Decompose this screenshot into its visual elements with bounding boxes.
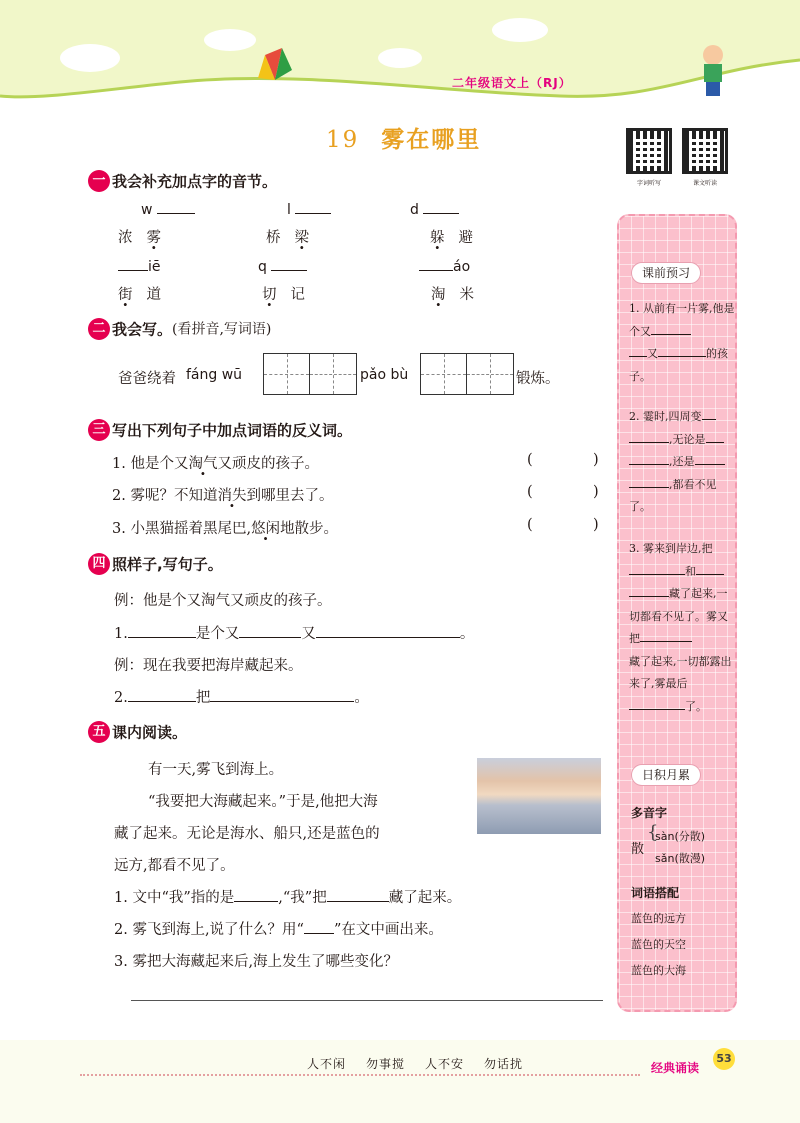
dotted-word: 淘气 [188,456,218,472]
qr-code-dictation[interactable] [624,128,674,187]
reading-question-3: 3. 雾把大海藏起来后,海上发生了哪些变化？ [114,954,399,970]
reading-paragraph-2-line-1: “我要把大海藏起来。”于是,他把大海 [148,794,378,810]
qr-code-icon [626,128,672,174]
char: 米 [459,287,488,303]
dotted-char: 雾 [146,230,175,246]
lesson-title [326,121,481,154]
grid-cell[interactable] [421,354,467,394]
pinyin-blank[interactable] [258,257,307,275]
collocation-item: 蓝色的天空 [631,938,686,951]
qr-code-icon [682,128,728,174]
example-sentence: 例：现在我要把海岸藏起来。 [114,658,303,674]
motto-phrase: 勿事搅 [366,1057,406,1071]
accumulation-label: 日积月累 [631,764,701,786]
item-number: 2. [114,690,128,706]
lesson-name: 雾在哪里 [381,126,482,153]
page-number: 53 [713,1048,735,1070]
char: 桥 [266,230,295,246]
answer-line[interactable] [131,1000,603,1001]
item-number: 2. [112,488,126,504]
text: ”在文中画出来。 [333,922,443,938]
writing-grid-1[interactable] [263,353,357,395]
section-badge: 二 [88,318,110,340]
pinyin-blank[interactable] [410,200,459,218]
collocation-item: 蓝色的大海 [631,964,686,977]
text: 1. 从前有一片雾,他是个又 [629,302,735,338]
grid-cell[interactable] [467,354,513,394]
dotted-char: 躲 [430,230,459,246]
word [430,226,487,247]
answer-paren-close: ) [593,517,599,533]
text: 2. 雾飞到海上,说了什么？用“ [114,922,304,938]
section-title: 我会补充加点字的音节。 [112,172,278,191]
text: ,“我”把 [278,890,327,906]
text: 是个又 [195,626,240,642]
section-badge: 五 [88,721,110,743]
footer-motto [307,1055,543,1072]
section-badge: 四 [88,553,110,575]
text: 。 [459,626,475,642]
answer-paren-open: ( [527,452,533,468]
page-footer [0,1040,800,1123]
fill-sentence[interactable] [114,622,474,643]
char: 记 [290,287,319,303]
pinyin-blank[interactable] [118,257,161,275]
text: 。 [354,690,369,706]
collocation-item: 蓝色的远方 [631,912,686,925]
reading-paragraph-2-line-2: 藏了起来。无论是海水、船只,还是蓝色的 [114,826,380,842]
motto-phrase: 人不闲 [307,1057,347,1071]
item-number: 1. [112,456,126,472]
text: 和 [685,564,696,578]
footer-dotted-line [80,1074,640,1076]
answer-paren-close: ) [593,484,599,500]
text: 3. 雾来到岸边,把 [629,542,713,555]
sidebar-panel [617,214,737,1012]
pinyin-blank[interactable] [419,257,470,275]
sentence [112,484,333,505]
text: ,都看不见了。 [629,477,717,513]
brace: { [647,822,659,843]
text: 的孩子。 [629,347,728,383]
lesson-number: 19 [326,127,360,153]
pinyin-prompt: fáng wū [186,367,243,383]
grid-cell[interactable] [264,354,310,394]
word [118,226,175,247]
polyphone-reading-2: sǎn(散漫) [655,852,706,865]
char: 浓 [118,230,147,246]
text: 他是个又 [130,456,189,472]
word [118,283,175,304]
reading-question-1[interactable] [114,886,461,907]
text: 雾呢？不知道 [130,488,218,504]
reading-question-2[interactable] [114,918,443,939]
text: 把 [195,690,211,706]
motto-phrase: 勿话扰 [484,1057,524,1071]
section-badge: 三 [88,419,110,441]
preview-item-2 [629,406,737,519]
reading-paragraph-1: 有一天,雾飞到海上。 [148,762,284,778]
qr-caption: 字词听写 [636,180,661,187]
text: 地散步。 [280,521,339,537]
answer-paren-open: ( [527,484,533,500]
dotted-char: 淘 [431,287,460,303]
answer-paren-open: ( [527,517,533,533]
word [266,226,323,247]
text: ,无论是 [669,432,706,446]
section-1-header [88,170,277,192]
section-4-header [88,553,223,575]
polyphone-char: 散 [631,842,645,857]
section-note: (看拼音,写词语) [172,321,272,338]
header-decoration [0,0,800,110]
page-header [0,0,800,110]
text: 藏了起来,一切都露出来了,雾最后 [629,654,732,690]
dotted-word: 悠闲 [251,521,281,537]
text: 小黑猫摇着黑尾巴, [130,521,252,537]
dotted-char: 街 [118,287,147,303]
word [431,283,488,304]
grade-label: 二年级语文上（RJ） [452,76,572,90]
collocation-title: 词语搭配 [631,886,680,900]
polyphone-title: 多音字 [631,806,668,820]
text: 藏了起来。 [388,890,462,906]
sea-fog-photo [477,758,601,834]
char: 道 [146,287,175,303]
answer-paren-close: ) [593,452,599,468]
pinyin-hint: l [287,202,291,218]
dotted-char: 切 [262,287,291,303]
text: 到哪里去了。 [246,488,334,504]
section-title: 写出下列句子中加点词语的反义词。 [112,421,353,440]
qr-caption: 课文听读 [692,180,717,187]
dotted-char: 梁 [294,230,323,246]
qr-code-listening[interactable] [680,128,730,187]
dotted-word: 消失 [217,488,247,504]
polyphone-reading-1: sàn(分散) [655,830,706,843]
pinyin-blank[interactable] [141,200,195,218]
text: 藏了起来,一切都看不见了。雾又把 [629,587,728,645]
section-3-header [88,419,352,441]
text: ,还是 [669,455,695,468]
text: 1. 文中“我”指的是 [114,890,235,906]
pinyin-prompt: pǎo bù [360,367,409,383]
grid-cell[interactable] [310,354,356,394]
pinyin-blank[interactable] [287,200,331,218]
pinyin-hint: d [410,202,419,218]
item-number: 1. [114,626,128,642]
char: 避 [458,230,487,246]
section-title: 我会写。 [112,320,173,339]
word [262,283,319,304]
sentence-prefix: 爸爸绕着 [118,371,176,387]
text: 了。 [685,699,707,713]
classic-recitation-label: 经典诵读 [651,1061,700,1075]
text: 2. 霎时,四周变 [629,410,702,423]
section-badge: 一 [88,170,110,192]
sentence-suffix: 锻炼。 [516,371,560,387]
preview-item-1 [629,298,737,388]
preview-item-3 [629,538,737,718]
pinyin-hint: iē [148,259,161,275]
section-5-header [88,721,187,743]
text: 又 [301,626,316,642]
text: 又 [647,347,658,360]
preview-label: 课前预习 [631,262,701,284]
pinyin-hint: q [258,259,267,275]
section-title: 课内阅读。 [112,723,188,742]
text: 又顽皮的孩子。 [217,456,319,472]
sentence [112,517,338,538]
section-2-header [88,318,271,340]
section-title: 照样子,写句子。 [112,555,223,574]
pinyin-hint: w [141,202,153,218]
pinyin-hint: áo [453,259,471,275]
motto-phrase: 人不安 [425,1057,465,1071]
writing-grid-2[interactable] [420,353,514,395]
sentence [112,452,319,473]
example-sentence: 例：他是个又淘气又顽皮的孩子。 [114,593,332,609]
item-number: 3. [112,521,126,537]
reading-paragraph-2-line-3: 远方,都看不见了。 [114,858,235,874]
fill-sentence[interactable] [114,686,369,707]
